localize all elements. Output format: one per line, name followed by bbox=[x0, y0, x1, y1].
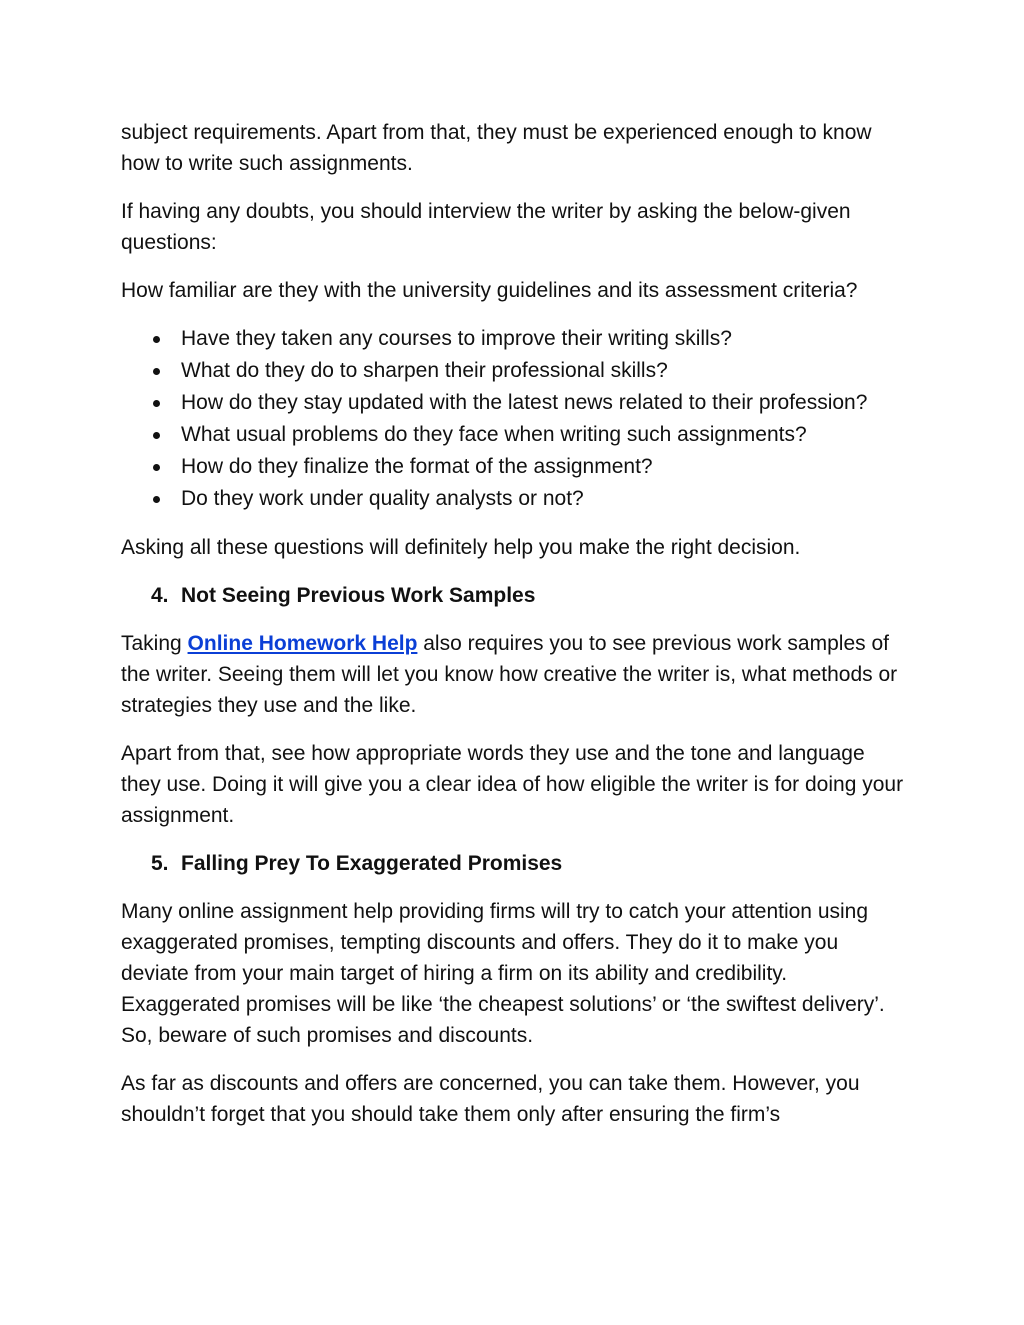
list-item-text: What do they do to sharpen their professional skills? bbox=[181, 359, 668, 382]
paragraph-tone-language: Apart from that, see how appropriate words they use and the tone and language they use. Doing it will give you a clear idea of how eligible the writer is for doing your assignment. bbox=[121, 742, 904, 827]
bullet-icon bbox=[153, 400, 160, 407]
list-item bbox=[121, 387, 906, 419]
list-item bbox=[121, 419, 906, 451]
paragraph-subject-requirements: subject requirements. Apart from that, they must be experienced enough to know how to write such assignments. bbox=[121, 121, 872, 175]
document-page bbox=[121, 117, 906, 1147]
list-item-text: How do they stay updated with the latest news related to their profession? bbox=[181, 391, 868, 414]
paragraph-right-decision: Asking all these questions will definitely help you make the right decision. bbox=[121, 536, 801, 559]
paragraph-text: also requires you to see previous work samples of the writer. Seeing them will let you know how creative the writer is, what methods or strategies they use and the like. bbox=[121, 632, 898, 717]
section-heading-5 bbox=[121, 848, 906, 879]
list-item-text: Do they work under quality analysts or not? bbox=[181, 487, 584, 510]
list-item bbox=[121, 483, 906, 515]
paragraph-text: Taking bbox=[121, 632, 188, 655]
paragraph-familiar-guidelines: How familiar are they with the university guidelines and its assessment criteria? bbox=[121, 279, 858, 302]
list-item-text: Have they taken any courses to improve their writing skills? bbox=[181, 327, 732, 350]
section-heading-4 bbox=[121, 580, 906, 611]
online-homework-help-link[interactable]: Online Homework Help bbox=[187, 632, 418, 655]
heading-number: 5. bbox=[151, 852, 169, 875]
paragraph-previous-samples bbox=[121, 628, 906, 721]
bullet-icon bbox=[153, 432, 160, 439]
paragraph-exaggerated-promises: Many online assignment help providing firms will try to catch your attention using exaggerated promises, tempting discounts and offers. They do it to make you deviate from your main target of hiring a firm on its ability and credibility. Exaggerated promises will be like ‘the cheapest solutions’ or ‘the swiftest delivery’. So, beware of such promises and discounts. bbox=[121, 900, 885, 1047]
list-item bbox=[121, 323, 906, 355]
list-item bbox=[121, 451, 906, 483]
bullet-icon bbox=[153, 496, 160, 503]
paragraph-discounts-offers: As far as discounts and offers are concerned, you can take them. However, you shouldn’t forget that you should take them only after ensuring the firm’s bbox=[121, 1072, 860, 1126]
bullet-icon bbox=[153, 336, 160, 343]
paragraph-interview-writer: If having any doubts, you should interview the writer by asking the below-given questions: bbox=[121, 200, 851, 254]
heading-text: Not Seeing Previous Work Samples bbox=[181, 584, 536, 607]
bullet-icon bbox=[153, 368, 160, 375]
heading-number: 4. bbox=[151, 584, 169, 607]
heading-text: Falling Prey To Exaggerated Promises bbox=[181, 852, 563, 875]
list-item bbox=[121, 355, 906, 387]
bullet-icon bbox=[153, 464, 160, 471]
list-item-text: What usual problems do they face when writing such assignments? bbox=[181, 423, 807, 446]
question-list bbox=[121, 323, 906, 515]
list-item-text: How do they finalize the format of the assignment? bbox=[181, 455, 653, 478]
